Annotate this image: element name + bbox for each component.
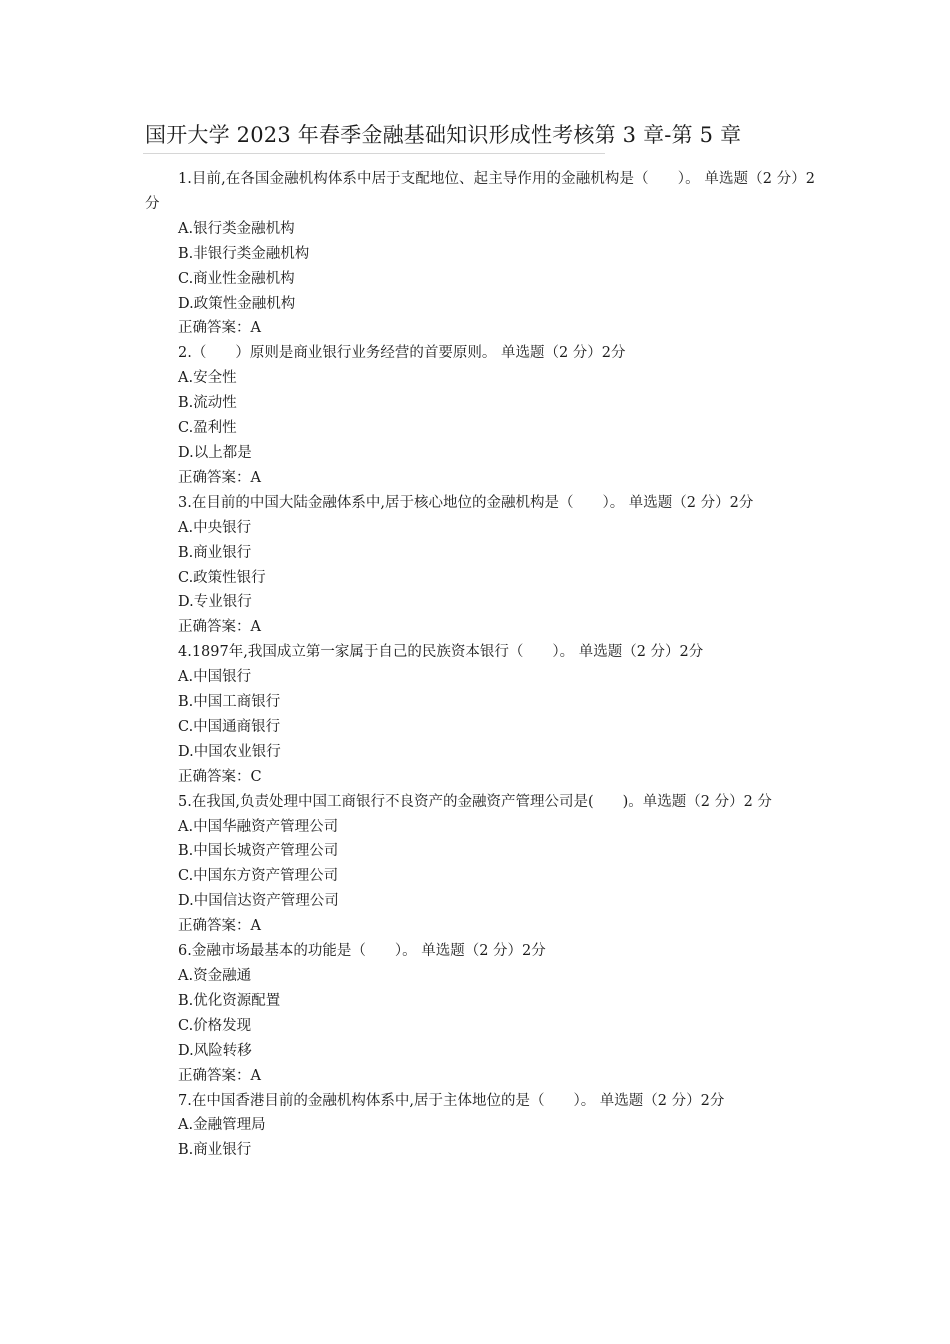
correct-answer: 正确答案：A [178,918,261,935]
answer-option: B.流动性 [178,395,237,412]
answer-option: D.中国农业银行 [178,743,281,760]
answer-option: C.政策性银行 [178,569,266,586]
answer-option: B.商业银行 [178,1142,252,1159]
question-block [145,790,815,939]
answer-option: C.中国通商银行 [178,718,281,735]
question-text: 2.（ ）原则是商业银行业务经营的首要原则。 单选题（2 分）2分 [178,345,626,362]
answer-option: A.中国华融资产管理公司 [178,818,339,835]
question-text: 3.在目前的中国大陆金融体系中,居于核心地位的金融机构是（ ）。 单选题（2 分）2分 [178,494,754,511]
answer-option: C.中国东方资产管理公司 [178,868,339,885]
question-text: 5.在我国,负责处理中国工商银行不良资产的金融资产管理公司是( )。单选题（2 分）2 分 [178,793,772,810]
answer-option: A.金融管理局 [178,1117,266,1134]
answer-option: A.安全性 [178,370,237,387]
correct-answer: 正确答案：A [178,320,261,337]
answer-option: D.政策性金融机构 [178,295,296,312]
question-block [145,491,815,640]
question-block [145,1089,815,1164]
question-block [145,640,815,789]
answer-option: D.以上都是 [178,444,252,461]
question-block [145,167,815,341]
answer-option: C.盈利性 [178,420,237,437]
question-list [145,167,815,1163]
correct-answer: 正确答案：A [178,619,261,636]
answer-option: B.优化资源配置 [178,992,281,1009]
question-text: 4.1897年,我国成立第一家属于自己的民族资本银行（ ）。 单选题（2 分）2分 [178,644,704,661]
question-text: 7.在中国香港目前的金融机构体系中,居于主体地位的是（ ）。 单选题（2 分）2分 [178,1092,725,1109]
answer-option: A.银行类金融机构 [178,220,295,237]
correct-answer: 正确答案：A [178,1067,261,1084]
answer-option: B.中国长城资产管理公司 [178,843,339,860]
answer-option: A.中央银行 [178,519,252,536]
question-block [145,939,815,1088]
answer-option: A.资金融通 [178,968,252,984]
correct-answer: 正确答案：C [178,768,262,785]
answer-option: B.商业银行 [178,544,252,561]
answer-option: D.中国信达资产管理公司 [178,893,339,910]
answer-option: B.中国工商银行 [178,694,281,711]
correct-answer: 正确答案：A [178,469,261,486]
answer-option: D.风险转移 [178,1042,252,1059]
page-title: 国开大学 2023 年春季金融基础知识形成性考核第 3 章-第 5 章 [145,123,742,147]
question-block [145,341,815,490]
title-divider [143,153,605,154]
question-text: 1.目前,在各国金融机构体系中居于支配地位、起主导作用的金融机构是（ ）。 单选题（2 分）2分 [145,171,815,212]
answer-option: B.非银行类金融机构 [178,245,310,262]
answer-option: A.中国银行 [178,669,252,686]
answer-option: D.专业银行 [178,594,252,611]
answer-option: C.商业性金融机构 [178,270,295,287]
question-text: 6.金融市场最基本的功能是（ ）。 单选题（2 分）2分 [178,943,546,960]
answer-option: C.价格发现 [178,1017,252,1034]
